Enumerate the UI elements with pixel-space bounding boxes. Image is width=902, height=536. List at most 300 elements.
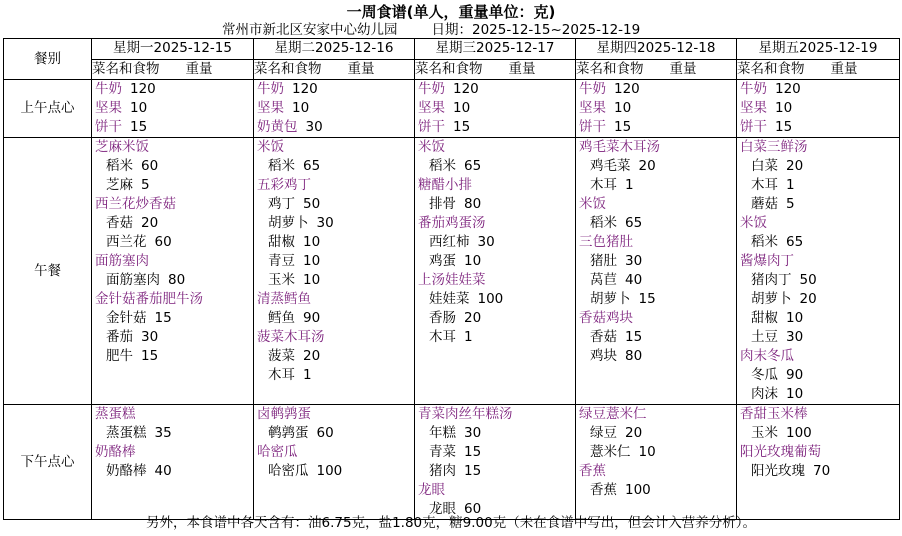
meal-row-morning-snack xyxy=(4,80,900,138)
col-weight-label: 重量 xyxy=(508,61,536,77)
dish-name: 牛奶 xyxy=(95,81,122,97)
ingredient-line xyxy=(254,347,414,366)
dish-name: 五彩鸡丁 xyxy=(257,177,311,193)
ingredient-weight: 80 xyxy=(168,272,186,288)
ingredient-name: 龙眼 xyxy=(429,501,456,517)
ingredient-weight: 15 xyxy=(464,444,482,460)
ingredient-weight: 65 xyxy=(303,158,321,174)
ingredient-weight: 20 xyxy=(786,158,804,174)
ingredient-weight: 30 xyxy=(477,234,495,250)
day-header: 星期二2025-12-16 xyxy=(254,39,415,60)
ingredient-line xyxy=(254,462,414,481)
ingredient-name: 木耳 xyxy=(590,177,617,193)
ingredient-weight: 65 xyxy=(625,215,643,231)
menu-table xyxy=(3,38,900,520)
column-header xyxy=(415,60,576,80)
ingredient-line xyxy=(415,424,575,443)
ingredient-name: 鸡蛋 xyxy=(429,253,456,269)
ingredient-name: 娃娃菜 xyxy=(429,291,470,307)
ingredient-name: 番茄 xyxy=(106,329,133,345)
meal-label-header: 餐别 xyxy=(4,39,92,80)
ingredient-line xyxy=(254,252,414,271)
ingredient-weight: 30 xyxy=(316,215,334,231)
dish-name: 芝麻米饭 xyxy=(95,139,149,155)
ingredient-name: 年糕 xyxy=(429,425,456,441)
dish-name: 饼干 xyxy=(95,119,122,135)
subtitle xyxy=(222,21,640,39)
ingredient-line xyxy=(92,271,253,290)
date-range: 日期：2025-12-15~2025-12-19 xyxy=(431,22,641,38)
ingredient-line xyxy=(92,347,253,366)
ingredient-line xyxy=(92,176,253,195)
ingredient-name: 土豆 xyxy=(751,329,778,345)
menu-cell xyxy=(415,138,576,405)
ingredient-name: 胡萝卜 xyxy=(590,291,631,307)
ingredient-weight: 20 xyxy=(799,291,817,307)
ingredient-name: 甜椒 xyxy=(268,234,295,250)
ingredient-line xyxy=(415,443,575,462)
dish-line xyxy=(737,443,899,462)
ingredient-line xyxy=(737,328,899,347)
ingredient-name: 胡萝卜 xyxy=(751,291,792,307)
dish-name: 牛奶 xyxy=(418,81,445,97)
dish-line xyxy=(576,195,736,214)
ingredient-weight: 40 xyxy=(625,272,643,288)
ingredient-weight: 10 xyxy=(303,272,321,288)
dish-quantity: 30 xyxy=(305,119,323,135)
ingredient-line xyxy=(415,195,575,214)
column-header xyxy=(737,60,900,80)
dish-name: 坚果 xyxy=(418,100,445,116)
ingredient-name: 稻米 xyxy=(268,158,295,174)
ingredient-name: 西兰花 xyxy=(106,234,147,250)
dish-line xyxy=(254,176,414,195)
dish-name: 面筋塞肉 xyxy=(95,253,149,269)
ingredient-line xyxy=(576,157,736,176)
dish-name: 坚果 xyxy=(95,100,122,116)
dish-quantity: 120 xyxy=(130,81,156,97)
ingredient-weight: 60 xyxy=(316,425,334,441)
dish-name: 米饭 xyxy=(418,139,445,155)
ingredient-name: 西红柿 xyxy=(429,234,470,250)
dish-name: 米饭 xyxy=(740,215,767,231)
ingredient-name: 木耳 xyxy=(751,177,778,193)
menu-cell xyxy=(92,138,254,405)
ingredient-line xyxy=(254,214,414,233)
dish-line xyxy=(415,271,575,290)
dish-line xyxy=(737,252,899,271)
ingredient-weight: 30 xyxy=(625,253,643,269)
dish-quantity: 15 xyxy=(614,119,632,135)
ingredient-name: 稻米 xyxy=(429,158,456,174)
ingredient-name: 猪肚 xyxy=(590,253,617,269)
dish-line xyxy=(737,138,899,157)
dish-line xyxy=(576,80,736,99)
dish-name: 蒸蛋糕 xyxy=(95,406,136,422)
ingredient-line xyxy=(92,328,253,347)
ingredient-name: 稻米 xyxy=(751,234,778,250)
ingredient-name: 稻米 xyxy=(590,215,617,231)
ingredient-weight: 70 xyxy=(813,463,831,479)
ingredient-weight: 50 xyxy=(303,196,321,212)
dish-line xyxy=(576,99,736,118)
dish-name: 坚果 xyxy=(579,100,606,116)
ingredient-name: 芝麻 xyxy=(106,177,133,193)
dish-name: 鸡毛菜木耳汤 xyxy=(579,139,660,155)
ingredient-name: 冬瓜 xyxy=(751,367,778,383)
menu-cell xyxy=(254,138,415,405)
dish-line xyxy=(92,118,253,137)
ingredient-name: 稻米 xyxy=(106,158,133,174)
ingredient-line xyxy=(415,157,575,176)
dish-line xyxy=(254,99,414,118)
day-header: 星期四2025-12-18 xyxy=(576,39,737,60)
ingredient-weight: 30 xyxy=(464,425,482,441)
dish-line xyxy=(254,80,414,99)
dish-line xyxy=(254,443,414,462)
ingredient-name: 阳光玫瑰 xyxy=(751,463,805,479)
ingredient-weight: 35 xyxy=(154,425,172,441)
col-name-label: 菜名和食物 xyxy=(254,61,322,77)
ingredient-name: 鸡毛菜 xyxy=(590,158,631,174)
dish-line xyxy=(254,328,414,347)
col-weight-label: 重量 xyxy=(669,61,697,77)
ingredient-weight: 1 xyxy=(464,329,473,345)
dish-line xyxy=(576,138,736,157)
ingredient-name: 青菜 xyxy=(429,444,456,460)
dish-quantity: 15 xyxy=(130,119,148,135)
ingredient-line xyxy=(92,157,253,176)
ingredient-name: 玉米 xyxy=(751,425,778,441)
dish-line xyxy=(737,405,899,424)
dish-name: 肉末冬瓜 xyxy=(740,348,794,364)
ingredient-name: 白菜 xyxy=(751,158,778,174)
ingredient-weight: 50 xyxy=(799,272,817,288)
dish-line xyxy=(92,443,253,462)
ingredient-line xyxy=(576,424,736,443)
ingredient-line xyxy=(415,328,575,347)
ingredient-name: 金针菇 xyxy=(106,310,147,326)
menu-cell xyxy=(576,80,737,138)
ingredient-line xyxy=(576,328,736,347)
ingredient-line xyxy=(254,157,414,176)
col-weight-label: 重量 xyxy=(830,61,858,77)
ingredient-name: 鳕鱼 xyxy=(268,310,295,326)
dish-quantity: 120 xyxy=(292,81,318,97)
ingredient-weight: 20 xyxy=(638,158,656,174)
ingredient-weight: 15 xyxy=(154,310,172,326)
menu-cell xyxy=(737,405,900,520)
dish-name: 牛奶 xyxy=(740,81,767,97)
ingredient-line xyxy=(576,271,736,290)
ingredient-name: 菠菜 xyxy=(268,348,295,364)
dish-name: 牛奶 xyxy=(579,81,606,97)
ingredient-weight: 100 xyxy=(316,463,343,479)
dish-line xyxy=(92,195,253,214)
ingredient-weight: 5 xyxy=(786,196,795,212)
menu-cell xyxy=(254,80,415,138)
day-header: 星期五2025-12-19 xyxy=(737,39,900,60)
ingredient-weight: 15 xyxy=(464,463,482,479)
ingredient-line xyxy=(92,309,253,328)
ingredient-name: 木耳 xyxy=(429,329,456,345)
ingredient-name: 薏米仁 xyxy=(590,444,631,460)
ingredient-line xyxy=(576,176,736,195)
ingredient-weight: 15 xyxy=(141,348,159,364)
dish-quantity: 10 xyxy=(775,100,793,116)
ingredient-line xyxy=(576,290,736,309)
dish-name: 番茄鸡蛋汤 xyxy=(418,215,486,231)
menu-cell xyxy=(415,80,576,138)
ingredient-name: 青豆 xyxy=(268,253,295,269)
ingredient-weight: 10 xyxy=(786,386,804,402)
dish-line xyxy=(254,138,414,157)
ingredient-line xyxy=(737,157,899,176)
ingredient-line xyxy=(576,347,736,366)
ingredient-weight: 10 xyxy=(464,253,482,269)
ingredient-weight: 10 xyxy=(303,253,321,269)
ingredient-weight: 40 xyxy=(154,463,172,479)
dish-name: 米饭 xyxy=(579,196,606,212)
dish-line xyxy=(737,347,899,366)
dish-name: 上汤娃娃菜 xyxy=(418,272,486,288)
ingredient-weight: 100 xyxy=(477,291,504,307)
ingredient-name: 猪肉丁 xyxy=(751,272,792,288)
ingredient-weight: 10 xyxy=(786,310,804,326)
dish-quantity: 120 xyxy=(453,81,479,97)
ingredient-weight: 100 xyxy=(786,425,812,441)
col-weight-label: 重量 xyxy=(185,61,213,77)
dish-line xyxy=(415,80,575,99)
dish-quantity: 120 xyxy=(614,81,640,97)
dish-name: 金针菇番茄肥牛汤 xyxy=(95,291,203,307)
ingredient-name: 猪肉 xyxy=(429,463,456,479)
dish-line xyxy=(415,405,575,424)
ingredient-name: 蘑菇 xyxy=(751,196,778,212)
menu-cell xyxy=(415,405,576,520)
meal-row-afternoon-snack xyxy=(4,405,900,520)
ingredient-weight: 90 xyxy=(786,367,804,383)
menu-cell xyxy=(737,80,900,138)
dish-name: 饼干 xyxy=(418,119,445,135)
dish-line xyxy=(254,118,414,137)
page-title: 一周食谱(单人，重量单位：克) xyxy=(346,3,556,21)
dish-line xyxy=(415,176,575,195)
dish-name: 香甜玉米棒 xyxy=(740,406,808,422)
col-name-label: 菜名和食物 xyxy=(737,61,805,77)
dish-line xyxy=(415,214,575,233)
ingredient-name: 哈密瓜 xyxy=(268,463,309,479)
ingredient-weight: 1 xyxy=(625,177,634,193)
dish-name: 阳光玫瑰葡萄 xyxy=(740,444,821,460)
ingredient-name: 鸡块 xyxy=(590,348,617,364)
ingredient-name: 香肠 xyxy=(429,310,456,326)
dish-line xyxy=(576,309,736,328)
col-name-label: 菜名和食物 xyxy=(415,61,483,77)
col-name-label: 菜名和食物 xyxy=(576,61,644,77)
dish-line xyxy=(576,233,736,252)
ingredient-name: 排骨 xyxy=(429,196,456,212)
ingredient-name: 蒸蛋糕 xyxy=(106,425,147,441)
ingredient-weight: 100 xyxy=(625,482,651,498)
dish-quantity: 10 xyxy=(130,100,148,116)
ingredient-line xyxy=(415,233,575,252)
day-header: 星期三2025-12-17 xyxy=(415,39,576,60)
ingredient-line xyxy=(737,233,899,252)
dish-name: 哈密瓜 xyxy=(257,444,298,460)
dish-line xyxy=(415,118,575,137)
ingredient-weight: 65 xyxy=(464,158,482,174)
ingredient-name: 肥牛 xyxy=(106,348,133,364)
ingredient-line xyxy=(576,252,736,271)
dish-line xyxy=(415,99,575,118)
ingredient-line xyxy=(576,443,736,462)
ingredient-name: 甜椒 xyxy=(751,310,778,326)
dish-name: 饼干 xyxy=(740,119,767,135)
ingredient-weight: 20 xyxy=(141,215,159,231)
ingredient-weight: 1 xyxy=(786,177,795,193)
dish-line xyxy=(737,118,899,137)
ingredient-line xyxy=(737,271,899,290)
dish-line xyxy=(254,405,414,424)
dish-name: 香蕉 xyxy=(579,463,606,479)
dish-name: 米饭 xyxy=(257,139,284,155)
dish-name: 青菜肉丝年糕汤 xyxy=(418,406,513,422)
dish-name: 绿豆薏米仁 xyxy=(579,406,647,422)
ingredient-weight: 20 xyxy=(464,310,482,326)
dish-name: 龙眼 xyxy=(418,482,445,498)
column-header xyxy=(92,60,254,80)
ingredient-line xyxy=(737,424,899,443)
ingredient-weight: 10 xyxy=(638,444,656,460)
ingredient-weight: 65 xyxy=(786,234,804,250)
menu-cell xyxy=(92,80,254,138)
ingredient-weight: 15 xyxy=(638,291,656,307)
col-weight-label: 重量 xyxy=(347,61,375,77)
day-header-row xyxy=(4,39,900,60)
ingredient-name: 香菇 xyxy=(590,329,617,345)
dish-name: 牛奶 xyxy=(257,81,284,97)
column-header xyxy=(576,60,737,80)
ingredient-name: 鹌鹑蛋 xyxy=(268,425,309,441)
dish-name: 奶酪棒 xyxy=(95,444,136,460)
ingredient-weight: 20 xyxy=(625,425,643,441)
ingredient-weight: 30 xyxy=(786,329,804,345)
menu-cell xyxy=(737,138,900,405)
dish-name: 西兰花炒香菇 xyxy=(95,196,176,212)
dish-line xyxy=(576,462,736,481)
ingredient-name: 莴苣 xyxy=(590,272,617,288)
ingredient-weight: 60 xyxy=(141,158,159,174)
meal-label: 午餐 xyxy=(4,138,92,405)
ingredient-name: 绿豆 xyxy=(590,425,617,441)
ingredient-name: 胡萝卜 xyxy=(268,215,309,231)
meal-row-lunch xyxy=(4,138,900,405)
ingredient-line xyxy=(254,195,414,214)
dish-quantity: 10 xyxy=(292,100,310,116)
ingredient-weight: 60 xyxy=(464,501,482,517)
dish-line xyxy=(415,481,575,500)
ingredient-line xyxy=(254,233,414,252)
ingredient-line xyxy=(254,309,414,328)
ingredient-weight: 10 xyxy=(303,234,321,250)
ingredient-line xyxy=(254,366,414,385)
ingredient-line xyxy=(576,481,736,500)
ingredient-line xyxy=(415,290,575,309)
ingredient-weight: 30 xyxy=(141,329,159,345)
ingredient-weight: 15 xyxy=(625,329,643,345)
ingredient-weight: 90 xyxy=(303,310,321,326)
footer-note: 另外，本食谱中各天含有：油6.75克，盐1.80克，糖9.00克（未在食谱中写出，但会计入营养分析）。 xyxy=(146,515,756,531)
dish-name: 香菇鸡块 xyxy=(579,310,633,326)
day-header: 星期一2025-12-15 xyxy=(92,39,254,60)
ingredient-weight: 1 xyxy=(303,367,312,383)
ingredient-name: 肉沫 xyxy=(751,386,778,402)
dish-quantity: 10 xyxy=(614,100,632,116)
ingredient-line xyxy=(737,195,899,214)
ingredient-weight: 80 xyxy=(464,196,482,212)
ingredient-weight: 80 xyxy=(625,348,643,364)
ingredient-line xyxy=(254,424,414,443)
dish-line xyxy=(92,138,253,157)
meal-label: 上午点心 xyxy=(4,80,92,138)
ingredient-name: 木耳 xyxy=(268,367,295,383)
ingredient-name: 香菇 xyxy=(106,215,133,231)
ingredient-line xyxy=(92,424,253,443)
dish-quantity: 15 xyxy=(775,119,793,135)
ingredient-line xyxy=(415,462,575,481)
dish-name: 白菜三鲜汤 xyxy=(740,139,808,155)
ingredient-weight: 20 xyxy=(303,348,321,364)
dish-line xyxy=(92,80,253,99)
dish-line xyxy=(92,252,253,271)
ingredient-name: 面筋塞肉 xyxy=(106,272,160,288)
menu-cell xyxy=(254,405,415,520)
dish-name: 坚果 xyxy=(740,100,767,116)
menu-cell xyxy=(576,405,737,520)
dish-name: 奶黄包 xyxy=(257,119,298,135)
dish-line xyxy=(92,99,253,118)
ingredient-line xyxy=(737,309,899,328)
column-header xyxy=(254,60,415,80)
school-name: 常州市新北区安家中心幼儿园 xyxy=(222,22,398,38)
dish-name: 菠菜木耳汤 xyxy=(257,329,325,345)
ingredient-line xyxy=(737,366,899,385)
column-header-row xyxy=(4,60,900,80)
dish-name: 坚果 xyxy=(257,100,284,116)
dish-quantity: 15 xyxy=(453,119,471,135)
ingredient-line xyxy=(254,271,414,290)
ingredient-line xyxy=(415,309,575,328)
dish-line xyxy=(254,290,414,309)
dish-name: 卤鹌鹑蛋 xyxy=(257,406,311,422)
dish-quantity: 120 xyxy=(775,81,801,97)
dish-name: 糖醋小排 xyxy=(418,177,472,193)
ingredient-line xyxy=(92,233,253,252)
dish-name: 酱爆肉丁 xyxy=(740,253,794,269)
dish-line xyxy=(737,214,899,233)
menu-cell xyxy=(576,138,737,405)
dish-line xyxy=(576,405,736,424)
dish-name: 清蒸鳕鱼 xyxy=(257,291,311,307)
ingredient-name: 香蕉 xyxy=(590,482,617,498)
ingredient-line xyxy=(92,214,253,233)
ingredient-line xyxy=(576,214,736,233)
ingredient-line xyxy=(92,462,253,481)
dish-line xyxy=(737,99,899,118)
ingredient-name: 玉米 xyxy=(268,272,295,288)
ingredient-name: 鸡丁 xyxy=(268,196,295,212)
